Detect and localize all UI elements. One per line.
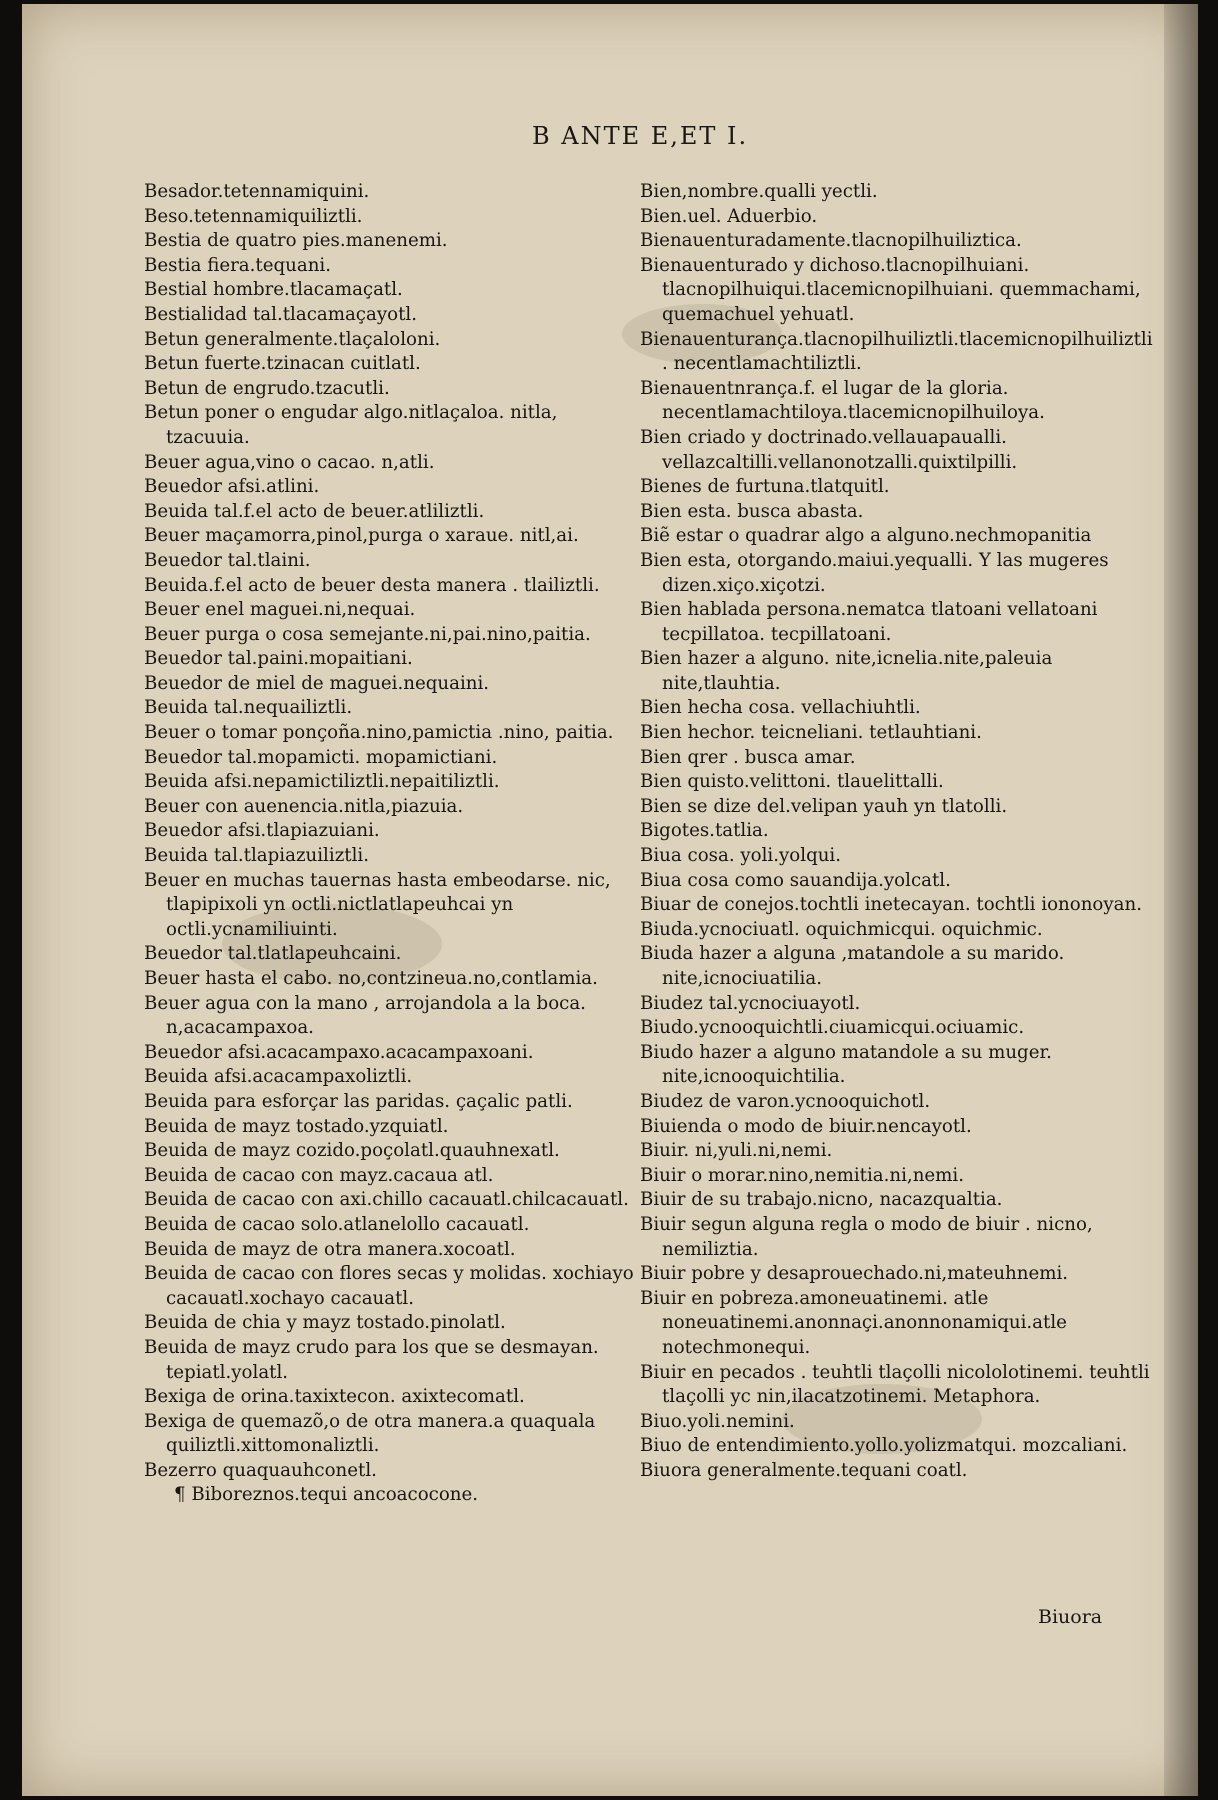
facing-page-edge: [1164, 4, 1198, 1796]
dictionary-entry: Beuida tal.tlapiazuiliztli.: [144, 845, 369, 867]
dictionary-entry: Biuda.ycnociuatl. oquichmicqui. oquichmic.: [640, 918, 1043, 940]
dictionary-entry: Biuir pobre y desaprouechado.ni,mateuhnemi.: [640, 1263, 1069, 1285]
dictionary-entry: Biuienda o modo de biuir.nencayotl.: [640, 1115, 972, 1137]
dictionary-entry: Beuedor afsi.atlini.: [144, 476, 320, 498]
dictionary-entry: Beuedor tal.mopamicti. mopamictiani.: [144, 746, 498, 768]
dictionary-entry: Bien,nombre.qualli yectli.: [640, 181, 878, 202]
dictionary-entry: Beuer hasta el cabo. no,contzineua.no,contlamia.: [144, 968, 598, 989]
dictionary-entry: Bexiga de orina.taxixtecon. axixtecomatl.: [144, 1386, 525, 1408]
dictionary-entry: Bienauenturadamente.tlacnopilhuiliztica.: [640, 230, 1022, 252]
dictionary-entry: Biuir en pobreza.amoneuatinemi. atle noneuatinemi.anonnaçi.anonnonamiqui.atle notechmonequi.: [640, 1287, 1067, 1358]
dictionary-entry: Beuedor tal.tlaini.: [144, 549, 311, 571]
dictionary-entry: Biuo.yoli.nemini.: [640, 1410, 795, 1432]
dictionary-entry: Besador.tetennamiquini.: [144, 181, 370, 202]
dictionary-entry: Biudez de varon.ycnooquichotl.: [640, 1090, 931, 1112]
dictionary-entry: Bestia fiera.tequani.: [144, 254, 332, 276]
dictionary-entry: Betun generalmente.tlaçaloloni.: [144, 328, 441, 350]
catchword: Biuora: [1038, 1606, 1103, 1628]
dictionary-entry: Bien hazer a alguno. nite,icnelia.nite,paleuia nite,tlauhtia.: [640, 648, 1053, 694]
dictionary-entry: Bienauenturado y dichoso.tlacnopilhuiani. tlacnopilhuiqui.tlacemicnopilhuiani. quemmachami, quemachuel yehuatl.: [640, 254, 1141, 325]
right-column: [640, 180, 1152, 1483]
dictionary-entry: Bien esta, otorgando.maiui.yequalli. Y las mugeres dizen.xiço.xiçotzi.: [640, 549, 1109, 596]
dictionary-entry: Bien hablada persona.nematca tlatoani vellatoani tecpillatoa. tecpillatoani.: [640, 599, 1098, 645]
dictionary-entry: Bien quisto.velittoni. tlauelittalli.: [640, 771, 944, 793]
dictionary-entry: Bezerro quaquauhconetl.: [144, 1459, 377, 1481]
dictionary-entry: Biuir en pecados . teuhtli tlaçolli nicololotinemi. teuhtli tlaçolli yc nin,ilacatzotinemi. Metaphora.: [640, 1361, 1150, 1408]
dictionary-entry: Beuida afsi.nepamictiliztli.nepaitiliztli.: [144, 771, 500, 793]
dictionary-entry: Beuida de cacao solo.atlanelollo cacauatl.: [144, 1213, 530, 1235]
dictionary-entry: Beuida de mayz tostado.yzquiatl.: [144, 1115, 449, 1137]
dictionary-entry: Beuer agua con la mano , arrojandola a la boca. n,acacampaxoa.: [144, 992, 586, 1039]
dictionary-entry: Beuida.f.el acto de beuer desta manera . tlailiztli.: [144, 574, 600, 596]
dictionary-entry: Biudez tal.ycnociuayotl.: [640, 992, 861, 1014]
dictionary-entry: Beuida de mayz cozido.poçolatl.quauhnexatl.: [144, 1140, 560, 1162]
dictionary-entry: Beuer purga o cosa semejante.ni,pai.nino,paitia.: [144, 623, 591, 645]
dictionary-entry: Betun de engrudo.tzacutli.: [144, 377, 390, 399]
dictionary-entry: Biuir. ni,yuli.ni,nemi.: [640, 1140, 833, 1162]
dictionary-entry: Beuida afsi.acacampaxoliztli.: [144, 1066, 413, 1088]
dictionary-entry: Bien hecha cosa. vellachiuhtli.: [640, 697, 921, 719]
dictionary-entry: Biuda hazer a alguna ,matandole a su marido. nite,icnociuatilia.: [640, 943, 1065, 989]
dictionary-entry: Bienes de furtuna.tlatquitl.: [640, 476, 890, 498]
dictionary-entry: Betun poner o engudar algo.nitlaçaloa. nitla, tzacuuia.: [144, 402, 558, 448]
dictionary-entry: Biuar de conejos.tochtli inetecayan. tochtli iononoyan.: [640, 894, 1142, 916]
dictionary-entry: Biuo de entendimiento.yollo.yolizmatqui. mozcaliani.: [640, 1435, 1128, 1457]
dictionary-entry: Biua cosa. yoli.yolqui.: [640, 845, 842, 867]
dictionary-entry: Bien.uel. Aduerbio.: [640, 205, 818, 227]
dictionary-entry: Beuida de chia y mayz tostado.pinolatl.: [144, 1312, 506, 1334]
dictionary-entry: Beuedor tal.paini.mopaitiani.: [144, 648, 413, 670]
dictionary-entry: ¶ Biboreznos.tequi ancoacocone.: [174, 1484, 479, 1506]
dictionary-entry: Bexiga de quemazõ,o de otra manera.a quaquala quiliztli.xittomonaliztli.: [144, 1410, 596, 1457]
dictionary-entry: Biudo.ycnooquichtli.ciuamicqui.ociuamic.: [640, 1017, 1025, 1039]
dictionary-entry: Bienauenturança.tlacnopilhuiliztli.tlacemicnopilhuiliztli . necentlamachtiliztli.: [640, 328, 1153, 375]
running-head: B ANTE E,ET I.: [532, 122, 749, 150]
dictionary-entry: Beuedor afsi.acacampaxo.acacampaxoani.: [144, 1041, 534, 1063]
dictionary-entry: Betun fuerte.tzinacan cuitlatl.: [144, 353, 421, 375]
dictionary-entry: Biuir de su trabajo.nicno, nacazqualtia.: [640, 1189, 1003, 1211]
dictionary-entry: Beuida de mayz de otra manera.xocoatl.: [144, 1238, 516, 1260]
dictionary-entry: Biẽ estar o quadrar algo a alguno.nechmopanitia: [640, 525, 1092, 547]
dictionary-entry: Biudo hazer a alguno matandole a su muger. nite,icnooquichtilia.: [640, 1041, 1052, 1088]
dictionary-entry: Bien esta. busca abasta.: [640, 500, 864, 522]
left-column: [144, 180, 644, 1508]
dictionary-entry: Beuedor afsi.tlapiazuiani.: [144, 820, 380, 842]
dictionary-entry: Beuida de cacao con mayz.cacaua atl.: [144, 1164, 494, 1186]
dictionary-entry: Beuer o tomar ponçoña.nino,pamictia .nino, paitia.: [144, 722, 614, 744]
dictionary-entry: Bienauentnrança.f. el lugar de la gloria. necentlamachtiloya.tlacemicnopilhuiloya.: [640, 377, 1045, 424]
dictionary-entry: Bien qrer . busca amar.: [640, 746, 856, 768]
dictionary-entry: Biua cosa como sauandija.yolcatl.: [640, 869, 951, 891]
dictionary-entry: Beuida de cacao con flores secas y molidas. xochiayo cacauatl.xochayo cacauatl.: [144, 1263, 634, 1309]
dictionary-entry: Beuida tal.f.el acto de beuer.atliliztli.: [144, 500, 485, 522]
dictionary-entry: Bien criado y doctrinado.vellauapaualli. vellazcaltilli.vellanonotzalli.quixtilpilli.: [640, 426, 1018, 473]
dictionary-entry: Beuer con auenencia.nitla,piazuia.: [144, 795, 464, 817]
dictionary-entry: Beuida para esforçar las paridas. çaçalic patli.: [144, 1090, 573, 1112]
dictionary-entry: Beuer maçamorra,pinol,purga o xaraue. nitl,ai.: [144, 525, 579, 547]
book-page: [22, 4, 1198, 1796]
dictionary-entry: Bestia de quatro pies.manenemi.: [144, 230, 448, 252]
dictionary-entry: Bestial hombre.tlacamaçatl.: [144, 279, 403, 301]
dictionary-entry: Beuer en muchas tauernas hasta embeodarse. nic, tlapipixoli yn octli.nictlatlapeuhcai yn octli.ycnamiliuinti.: [144, 869, 611, 940]
dictionary-entry: Beuedor de miel de maguei.nequaini.: [144, 672, 490, 694]
dictionary-entry: Bien se dize del.velipan yauh yn tlatolli.: [640, 795, 1008, 817]
dictionary-entry: Bien hechor. teicneliani. tetlauhtiani.: [640, 722, 982, 744]
dictionary-entry: Biuir o morar.nino,nemitia.ni,nemi.: [640, 1164, 965, 1186]
dictionary-entry: Biuora generalmente.tequani coatl.: [640, 1459, 968, 1481]
dictionary-entry: Beuer agua,vino o cacao. n,atli.: [144, 451, 435, 473]
dictionary-entry: Bigotes.tatlia.: [640, 820, 769, 842]
dictionary-entry: Beuida de cacao con axi.chillo cacauatl.chilcacauatl.: [144, 1189, 629, 1211]
dictionary-entry: Beso.tetennamiquiliztli.: [144, 205, 363, 227]
dictionary-entry: Beuida de mayz crudo para los que se desmayan. tepiatl.yolatl.: [144, 1336, 599, 1383]
dictionary-entry: Beuer enel maguei.ni,nequai.: [144, 599, 416, 621]
dictionary-entry: Bestialidad tal.tlacamaçayotl.: [144, 303, 417, 325]
dictionary-entry: Beuedor tal.tlatlapeuhcaini.: [144, 943, 402, 965]
dictionary-entry: Biuir segun alguna regla o modo de biuir . nicno, nemiliztia.: [640, 1213, 1093, 1260]
dictionary-entry: Beuida tal.nequailiztli.: [144, 697, 353, 719]
